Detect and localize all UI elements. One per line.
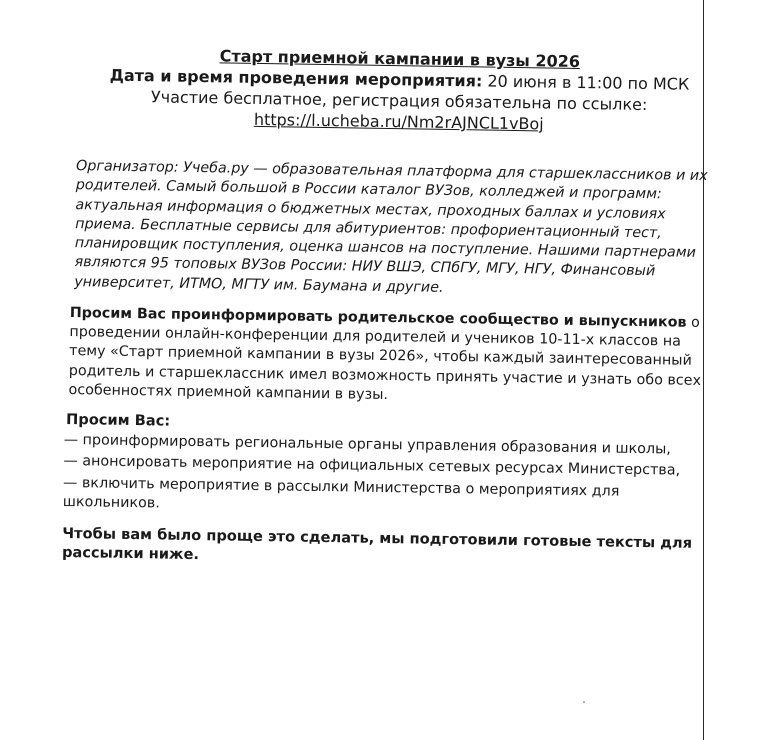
scan-speck bbox=[583, 701, 585, 703]
ask-item-1: — проинформировать региональные органы управления образования и школы, bbox=[63, 432, 672, 458]
document-header bbox=[69, 44, 730, 137]
closing-paragraph: Чтобы вам было проще это сделать, мы подготовили готовые тексты для рассылки ниже. bbox=[61, 524, 693, 564]
asks-heading: Просим Вас: bbox=[65, 411, 171, 430]
document-body bbox=[62, 44, 730, 573]
request-text: о проведении онлайн-конференции для родителей и учеников 10-11-х классов на тему «Старт приемной кампании в вузы 2026», чтобы каждый заинтересованный родитель и старшеклассник имел возможность принять участие и узнать обо всех особенностях приемной кампании в вузы. bbox=[68, 314, 702, 403]
participation-note: Участие бесплатное, регистрация обязательна по ссылке: bbox=[150, 87, 648, 115]
event-datetime-label: Дата и время проведения мероприятия: bbox=[109, 65, 483, 91]
registration-link[interactable]: https://l.ucheba.ru/Nm2rAJNCL1vBoj bbox=[253, 109, 544, 134]
request-bold-lead: Просим Вас проинформировать родительское сообщество и выпускников bbox=[69, 305, 687, 331]
ask-item-3: — включить мероприятие в рассылки Министерства о мероприятиях для школьников. bbox=[62, 474, 620, 512]
document-title: Старт приемной кампании в вузы 2026 bbox=[219, 46, 581, 72]
ask-item-2: — анонсировать мероприятие на официальных сетевых ресурсах Министерства, bbox=[63, 453, 681, 479]
event-datetime-value: 20 июня в 11:00 по МСК bbox=[482, 71, 690, 94]
organizer-paragraph: Организатор: Учеба.ру — образовательная платформа для старшеклассников и их родителей. Самый большой в России каталог ВУЗов, колледжей и программ: актуальная информация о бюджетных местах, проходных баллах и условиях приема. Бесплатные сервисы для абитуриентов: профориентационный тест, планировщик поступления, оценка шансов на поступление. Нашими партнерами являются 95 топовых ВУЗов России: НИУ ВШЭ, СПбГУ, МГУ, НГУ, Финансовый университет, ИТМО, МГТУ им. Баумана и другие. bbox=[74, 158, 708, 296]
request-paragraph bbox=[68, 304, 719, 410]
